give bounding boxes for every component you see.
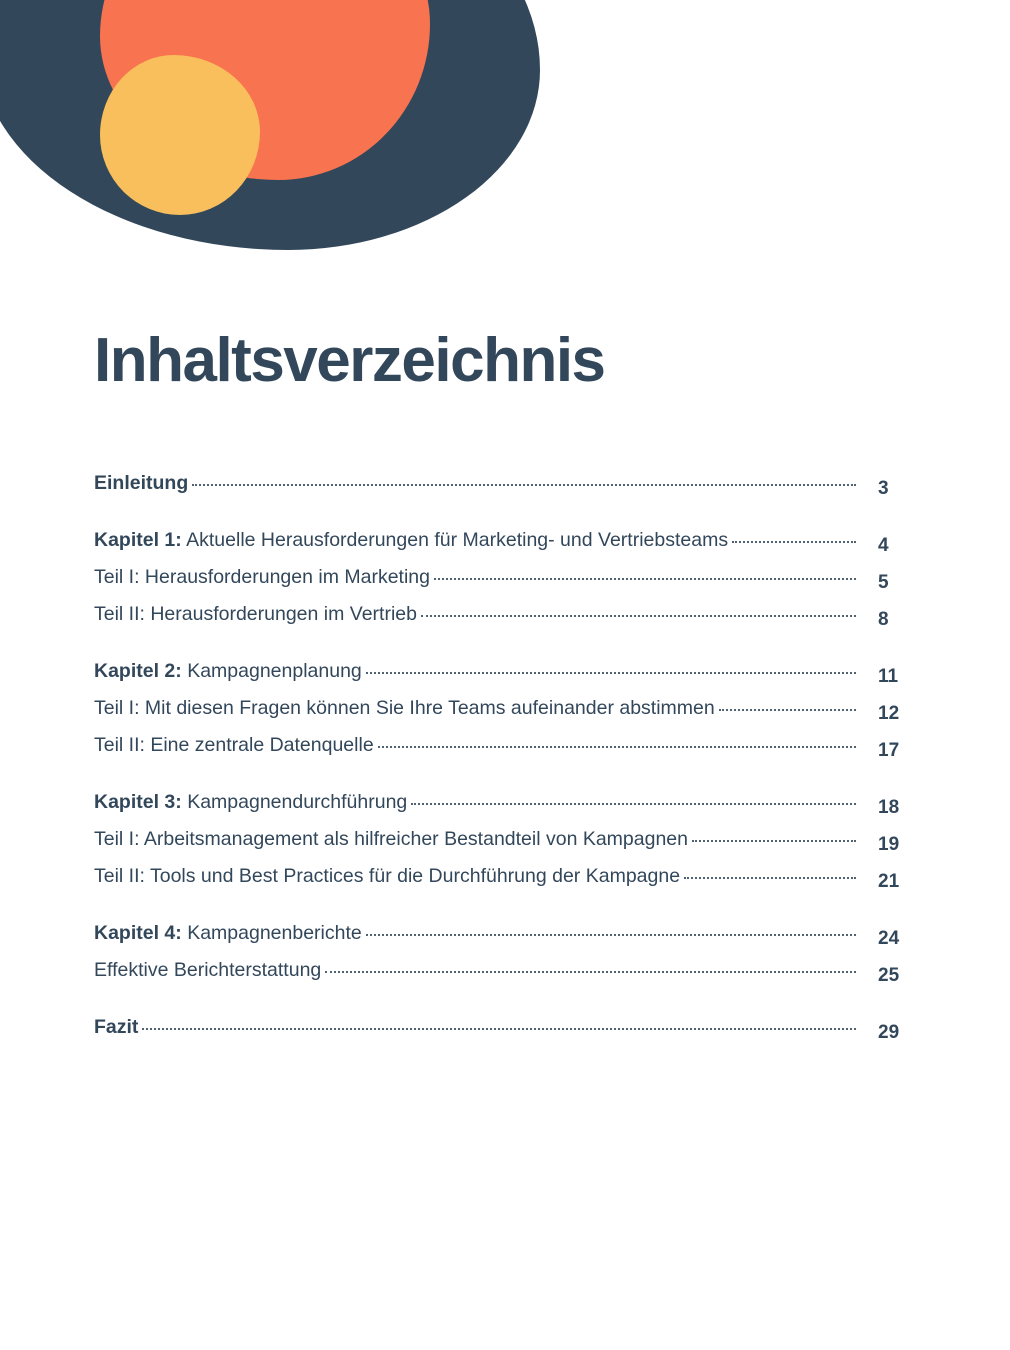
toc-leader-dots	[192, 480, 856, 486]
toc-leader-dots	[366, 930, 856, 936]
toc-group	[94, 1016, 922, 1043]
toc-entry-text: Teil I: Arbeitsmanagement als hilfreicher Bestandteil von Kampagnen	[94, 828, 688, 850]
toc-entry-label	[94, 603, 417, 626]
toc-entry-label	[94, 734, 374, 757]
toc-page-number: 29	[878, 1022, 900, 1043]
toc-entry-label	[94, 660, 362, 683]
toc-entry[interactable]	[94, 828, 922, 855]
toc-entry-text: Teil I: Herausforderungen im Marketing	[94, 566, 430, 588]
toc-entry-label	[94, 697, 715, 720]
toc-entry[interactable]	[94, 865, 922, 892]
toc-entry[interactable]	[94, 959, 922, 986]
toc-entry-label	[94, 472, 188, 495]
toc-entry[interactable]	[94, 660, 922, 687]
orange-blob-icon	[100, 0, 430, 180]
toc-page-number: 18	[878, 797, 900, 818]
toc-leader-dots	[142, 1024, 856, 1030]
toc-group	[94, 529, 922, 630]
toc-leader-dots	[366, 668, 856, 674]
toc-leader-dots	[732, 537, 856, 543]
toc-entry[interactable]	[94, 734, 922, 761]
navy-blob-icon	[0, 0, 540, 250]
toc-page-number: 12	[878, 703, 900, 724]
toc-entry[interactable]	[94, 697, 922, 724]
toc-group	[94, 472, 922, 499]
toc-entry-text: Kampagnendurchführung	[181, 791, 408, 813]
toc-entry-label	[94, 791, 407, 814]
toc-entry-text: Teil II: Eine zentrale Datenquelle	[94, 734, 374, 756]
toc-leader-dots	[325, 967, 856, 973]
decorative-blob-cluster	[0, 0, 1010, 300]
toc-entry-text: Teil II: Tools und Best Practices für die Durchführung der Kampagne	[94, 865, 681, 887]
toc-entry-chapter: Kapitel 2:	[94, 660, 182, 682]
toc-leader-dots	[692, 836, 856, 842]
toc-page-number: 24	[878, 928, 900, 949]
toc-entry[interactable]	[94, 791, 922, 818]
toc-entry[interactable]	[94, 472, 922, 499]
toc-entry-label	[94, 1016, 138, 1039]
toc-entry-label	[94, 865, 680, 888]
toc-entry-text: Kampagnenplanung	[181, 660, 362, 682]
toc-entry-label	[94, 529, 728, 552]
toc-group	[94, 791, 922, 892]
toc-group	[94, 660, 922, 761]
toc-group	[94, 922, 922, 986]
toc-leader-dots	[719, 705, 856, 711]
toc-entry[interactable]	[94, 922, 922, 949]
toc-entry-chapter: Kapitel 4:	[94, 922, 182, 944]
page-title: Inhaltsverzeichnis	[94, 326, 605, 395]
toc-entry-label	[94, 959, 321, 982]
table-of-contents	[94, 472, 922, 1043]
toc-page-number: 4	[878, 535, 889, 556]
toc-page-number: 3	[878, 478, 889, 499]
toc-entry-label	[94, 828, 688, 851]
toc-leader-dots	[378, 742, 856, 748]
toc-entry-chapter: Kapitel 1:	[94, 529, 182, 551]
toc-entry-text: Teil II: Herausforderungen im Vertrieb	[94, 603, 417, 625]
toc-page-number: 19	[878, 834, 900, 855]
toc-entry-text: Kampagnenberichte	[181, 922, 362, 944]
toc-page-number: 8	[878, 609, 889, 630]
toc-entry[interactable]	[94, 1016, 922, 1043]
toc-page-number: 25	[878, 965, 900, 986]
toc-leader-dots	[684, 873, 856, 879]
toc-entry[interactable]	[94, 529, 922, 556]
toc-entry-chapter: Kapitel 3:	[94, 791, 182, 813]
toc-entry-text: Teil I: Mit diesen Fragen können Sie Ihre Teams aufeinander abstimmen	[94, 697, 715, 719]
toc-page-number: 5	[878, 572, 889, 593]
toc-leader-dots	[434, 574, 856, 580]
toc-entry[interactable]	[94, 603, 922, 630]
toc-entry-chapter: Fazit	[94, 1016, 139, 1038]
toc-leader-dots	[411, 799, 856, 805]
toc-entry-chapter: Einleitung	[94, 472, 189, 494]
toc-entry-label	[94, 566, 430, 589]
toc-entry-label	[94, 922, 362, 945]
toc-entry-text: Effektive Berichterstattung	[94, 959, 322, 981]
yellow-blob-icon	[100, 55, 260, 215]
toc-entry-text: Aktuelle Herausforderungen für Marketing- und Vertriebsteams	[181, 529, 729, 551]
toc-page-number: 11	[878, 666, 899, 687]
toc-page-number: 17	[878, 740, 900, 761]
toc-page-number: 21	[878, 871, 900, 892]
toc-entry[interactable]	[94, 566, 922, 593]
toc-leader-dots	[421, 611, 856, 617]
